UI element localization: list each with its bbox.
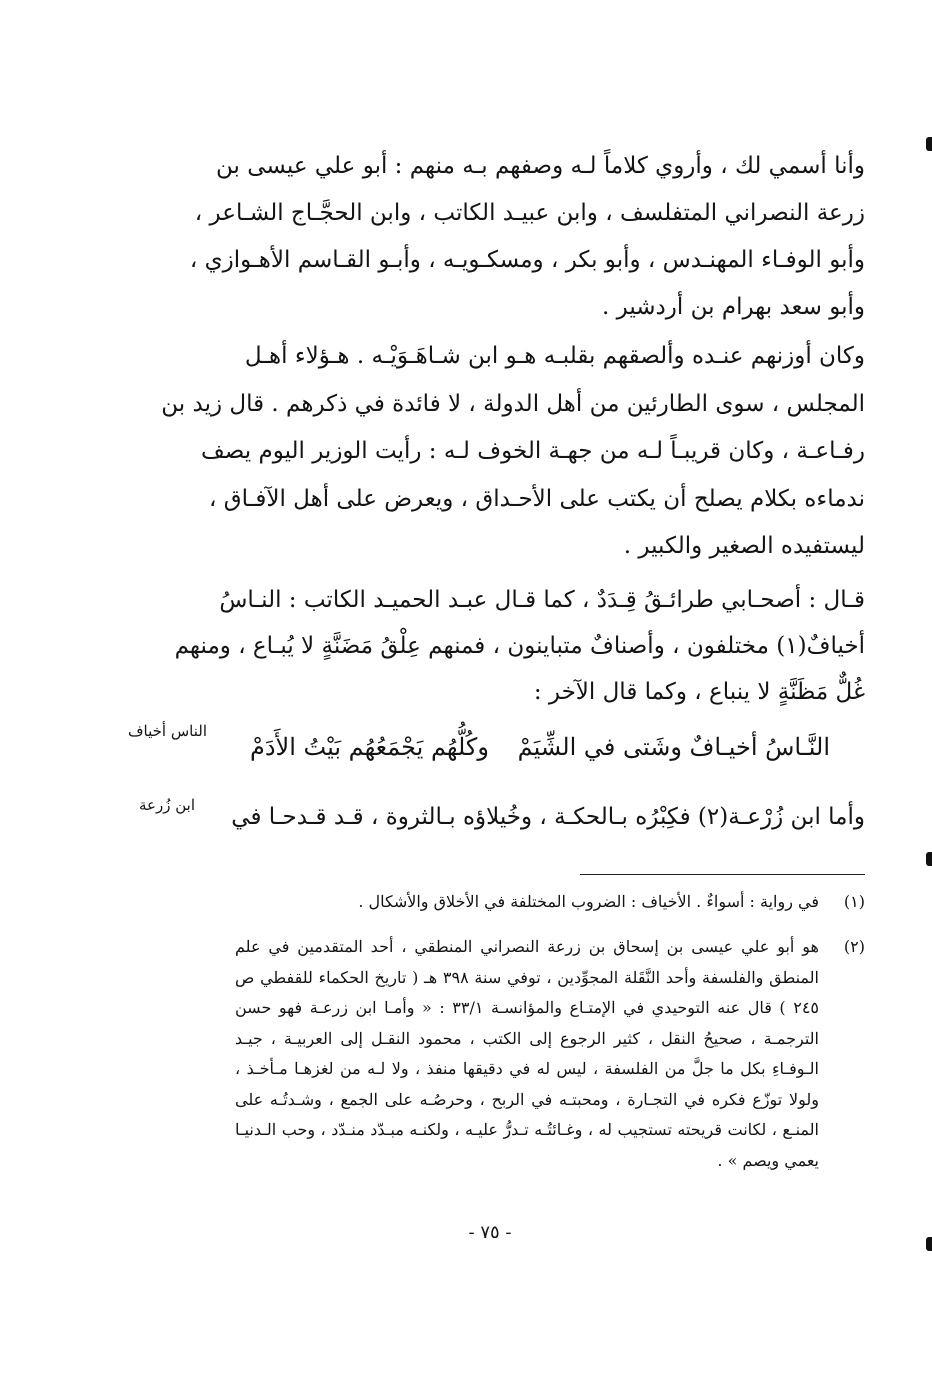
- text-line: زرعة النصراني المتفلسف ، وابن عبيـد الكاتب ، وابن الحجَّـاج الشـاعر ،: [194, 200, 865, 226]
- text-line: قـال : أصحـابي طرائـقُ قِـدَدٌ ، كما قـال عبـد الحميـد الكاتب : النـاسُ: [219, 587, 865, 613]
- page-number: - ٧٥ -: [468, 1222, 512, 1243]
- page-edge-mark: [926, 1237, 932, 1251]
- paragraph-4: [231, 793, 865, 841]
- text-line: وأبو سعد بهرام بن أردشير .: [602, 294, 865, 320]
- margin-note-ibn-zura: ابن زُرعة: [138, 796, 195, 814]
- margin-note-al-nas-akhyaf: الناس أخياف: [128, 722, 207, 740]
- text-line: رفـاعـة ، وكان قريبـاً لـه من جهـة الخوف لـه : رأيت الوزير اليوم يصف: [200, 438, 865, 464]
- text-line: ليستفيده الصغير والكبير .: [623, 533, 865, 559]
- text-line: أخيافٌ(١) مختلفون ، وأصنافٌ متباينون ، فمنهم عِلْقُ مَضَنَّةٍ لا يُبـاع ، ومنهم: [174, 633, 865, 659]
- footnote-1: [235, 887, 865, 917]
- footnote-separator: [580, 874, 865, 875]
- paragraph-3: [174, 577, 865, 715]
- text-line: ندماءه بكلام يصلح أن يكتب على الأحـداق ، ويعرض على أهل الآفـاق ،: [209, 485, 865, 512]
- footnote-number: (٢): [843, 937, 865, 956]
- footnote-text: في رواية : أسواءٌ . الأخياف : الضروب المختلفة في الأخلاق والأشكال .: [358, 892, 819, 911]
- footnote-text: هو أبو علي عيسى بن إسحاق بن زرعة النصراني المنطقي ، أحد المتقدمين في علم المنطق والفلسفة وأحد النَّقَلة المجوِّدين ، توفي سنة ٣٩٨ هـ ( تاريخ الحكماء للقفطي ص ٢٤٥ ) قال عنه التوحيدي في الإمتـاع والمؤانسـة ٣٣/١ : « وأمـا ابن زرعـة فهو حسن الترجمـة ، صحيحُ النقل ، كثير الرجوع إلى الكتب ، محمود النقـل إلى العربيـة ، جيـد الـوفـاءِ بكل ما جلَّ من الفلسفة ، ليس له في دقيقها منفذ ، ولا لـه من لغزهـا مـأخـذ ، ولولا توزّع فكره في التجـارة ، ومحبتـه في الربح ، وحرصُـه على الجمع ، وشـدتُـه على المنـع ، لكانت قريحته تستجيب له ، وغـائتُـه تـدرُّ عليـه ، ولكنـه مبـدّد منـدّد ، وحب الـدنيـا يعمي ويصم » .: [235, 937, 819, 1170]
- text-line: غُلٌّ مَظَنَّةٍ لا ينباع ، وكما قال الآخر :: [533, 679, 865, 705]
- footnote-2: [235, 932, 865, 1176]
- text-line: وكان أوزنهم عنـده وألصقهم بقلبـه هـو ابن شـاهَـوَيْـه . هـؤلاء أهـل: [244, 343, 865, 369]
- poetry-verse: [250, 722, 830, 772]
- page-edge-mark: [926, 852, 932, 866]
- footnote-number: (١): [843, 892, 865, 911]
- text-line: وأما ابن زُرْعـة(٢) فكِبْرُه بـالحكـة ، وخُيلاؤه بـالثروة ، قـد قـدحـا في: [231, 804, 865, 830]
- text-line: المجلس ، سوى الطارئين من أهل الدولة ، لا فائدة في ذكرهم . قال زيد بن: [161, 390, 865, 417]
- paragraph-2: [161, 333, 865, 571]
- text-line: وأبو الوفـاء المهنـدس ، وأبو بكر ، ومسكـويـه ، وأبـو القـاسم الأهـوازي ،: [189, 247, 865, 273]
- paragraph-1: [189, 143, 865, 331]
- page-edge-mark: [926, 137, 932, 151]
- verse-hemistich-left: وكُلُّهُم يَجْمَعُهُم بَيْتُ الأَدَمْ: [250, 733, 489, 761]
- verse-hemistich-right: النَّـاسُ أخيـافٌ وشَتى في الشِّيَمْ: [517, 733, 830, 761]
- text-line: وأنا أسمي لك ، وأروي كلاماً لـه وصفهم بـه منهم : أبو علي عيسى بن: [215, 153, 865, 179]
